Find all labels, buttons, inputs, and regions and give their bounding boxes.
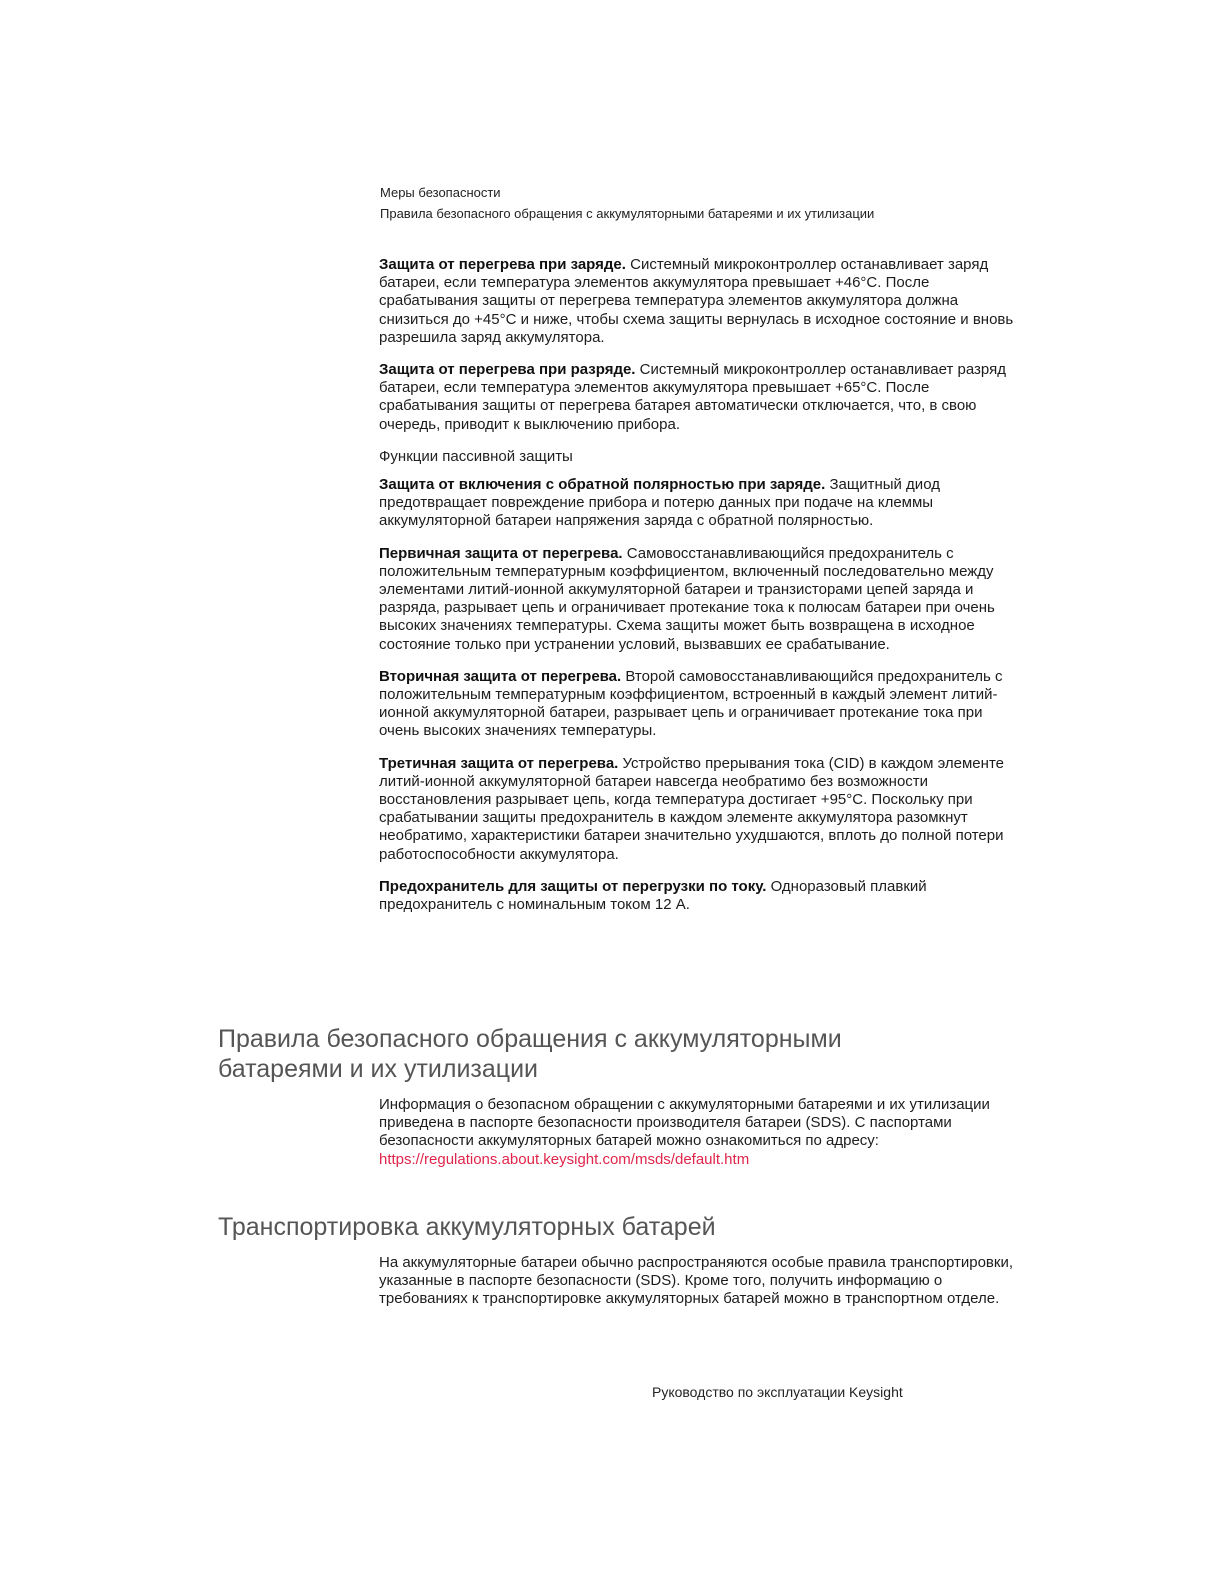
header-section: Правила безопасного обращения с аккумуляторными батареями и их утилизации xyxy=(380,206,875,221)
protection-block xyxy=(379,256,1019,928)
item-title: Первичная защита от перегрева. xyxy=(379,544,623,562)
passive-item xyxy=(379,878,1019,914)
heading-line: Правила безопасного обращения с аккумуляторными xyxy=(218,1025,842,1053)
item-title: Защита от перегрева при заряде. xyxy=(379,256,626,273)
protection-item xyxy=(379,256,1019,347)
item-text: Защитный диод предотвращает повреждение прибора и потерю данных при подаче на клеммы аккумуляторной батареи напряжения заряда с обратной полярностью. xyxy=(379,476,940,530)
header-chapter: Меры безопасности xyxy=(380,185,501,200)
passive-item xyxy=(379,755,1019,864)
item-title: Предохранитель для защиты от перегрузки по току. xyxy=(379,877,767,895)
transport-heading: Транспортировка аккумуляторных батарей xyxy=(218,1213,716,1241)
transport-paragraph: На аккумуляторные батареи обычно распространяются особые правила транспортировки, указанные в паспорте безопасности (SDS). Кроме того, получить информацию о требованиях к транспортировке аккумуляторных батарей можно в транспортном отделе. xyxy=(379,1254,1013,1308)
item-title: Третичная защита от перегрева. xyxy=(379,754,619,772)
safe-handling-heading xyxy=(218,1024,918,1084)
page-footer: Руководство по эксплуатации Keysight xyxy=(652,1384,903,1400)
passive-item xyxy=(379,668,1019,741)
item-text: Системный микроконтроллер останавливает заряд батареи, если температура элементов аккумулятора превышает +46°C. После срабатывания защиты от перегрева температура элементов аккумулятора должна снизиться до +45°C и ниже, чтобы схема защиты вернулась в исходное состояние и вновь разрешила заряд аккумулятора. xyxy=(379,256,1014,346)
heading-line: батареями и их утилизации xyxy=(218,1055,539,1083)
item-text: Устройство прерывания тока (CID) в каждом элементе литий-ионной аккумуляторной батареи навсегда необратимо без возможности восстановления разрывает цепь, когда температура достигает +95°C. Поскольку при срабатывании защиты предохранитель в каждом элементе аккумулятора разомкнут необратимо, характеристики батареи значительно ухудшаются, вплоть до полной потери работоспособности аккумулятора. xyxy=(379,754,1004,863)
msds-link[interactable]: https://regulations.about.keysight.com/msds/default.htm xyxy=(379,1150,750,1168)
item-text: Одноразовый плавкий предохранитель с номинальным током 12 А. xyxy=(379,877,927,914)
safe-handling-paragraph xyxy=(379,1096,1019,1169)
safe-handling-body xyxy=(379,1096,1019,1183)
transport-body xyxy=(379,1254,1019,1323)
item-text: Второй самовосстанавливающийся предохранитель с положительным температурным коэффициентом, встроенный в каждый элемент литий-ионной аккумуляторной батареи, разрывает цепь и ограничивает протекание тока при очень высоких значениях температуры. xyxy=(379,667,1003,740)
running-header xyxy=(380,182,1020,224)
item-text: Системный микроконтроллер останавливает разряд батареи, если температура элементов аккумулятора превышает +65°C. После срабатывания защиты от перегрева батарея автоматически отключается, что, в свою очередь, приводит к выключению прибора. xyxy=(379,361,1006,433)
item-title: Защита от перегрева при разряде. xyxy=(379,361,636,379)
item-title: Защита от включения с обратной полярностью при заряде. xyxy=(379,476,826,494)
passive-heading: Функции пассивной защиты xyxy=(379,447,573,465)
item-title: Вторичная защита от перегрева. xyxy=(379,667,622,685)
item-text: Самовосстанавливающийся предохранитель с положительным температурным коэффициентом, включенный последовательно между элементами литий-ионной аккумуляторной батареи и транзисторами цепей заряда и разряда, разрывает цепь и ограничивает протекание тока к полюсам батареи при очень высоких значениях температуры. Схема защиты может быть возвращена в исходное состояние только при устранении условий, вызвавших ее срабатывание. xyxy=(379,544,995,653)
passive-item xyxy=(379,476,1019,531)
paragraph-text: Информация о безопасном обращении с аккумуляторными батареями и их утилизации приведена в паспорте безопасности производителя батареи (SDS). С паспортами безопасности аккумуляторных батарей можно ознакомиться по адресу: xyxy=(379,1096,990,1150)
protection-item xyxy=(379,361,1019,434)
passive-item xyxy=(379,545,1019,654)
